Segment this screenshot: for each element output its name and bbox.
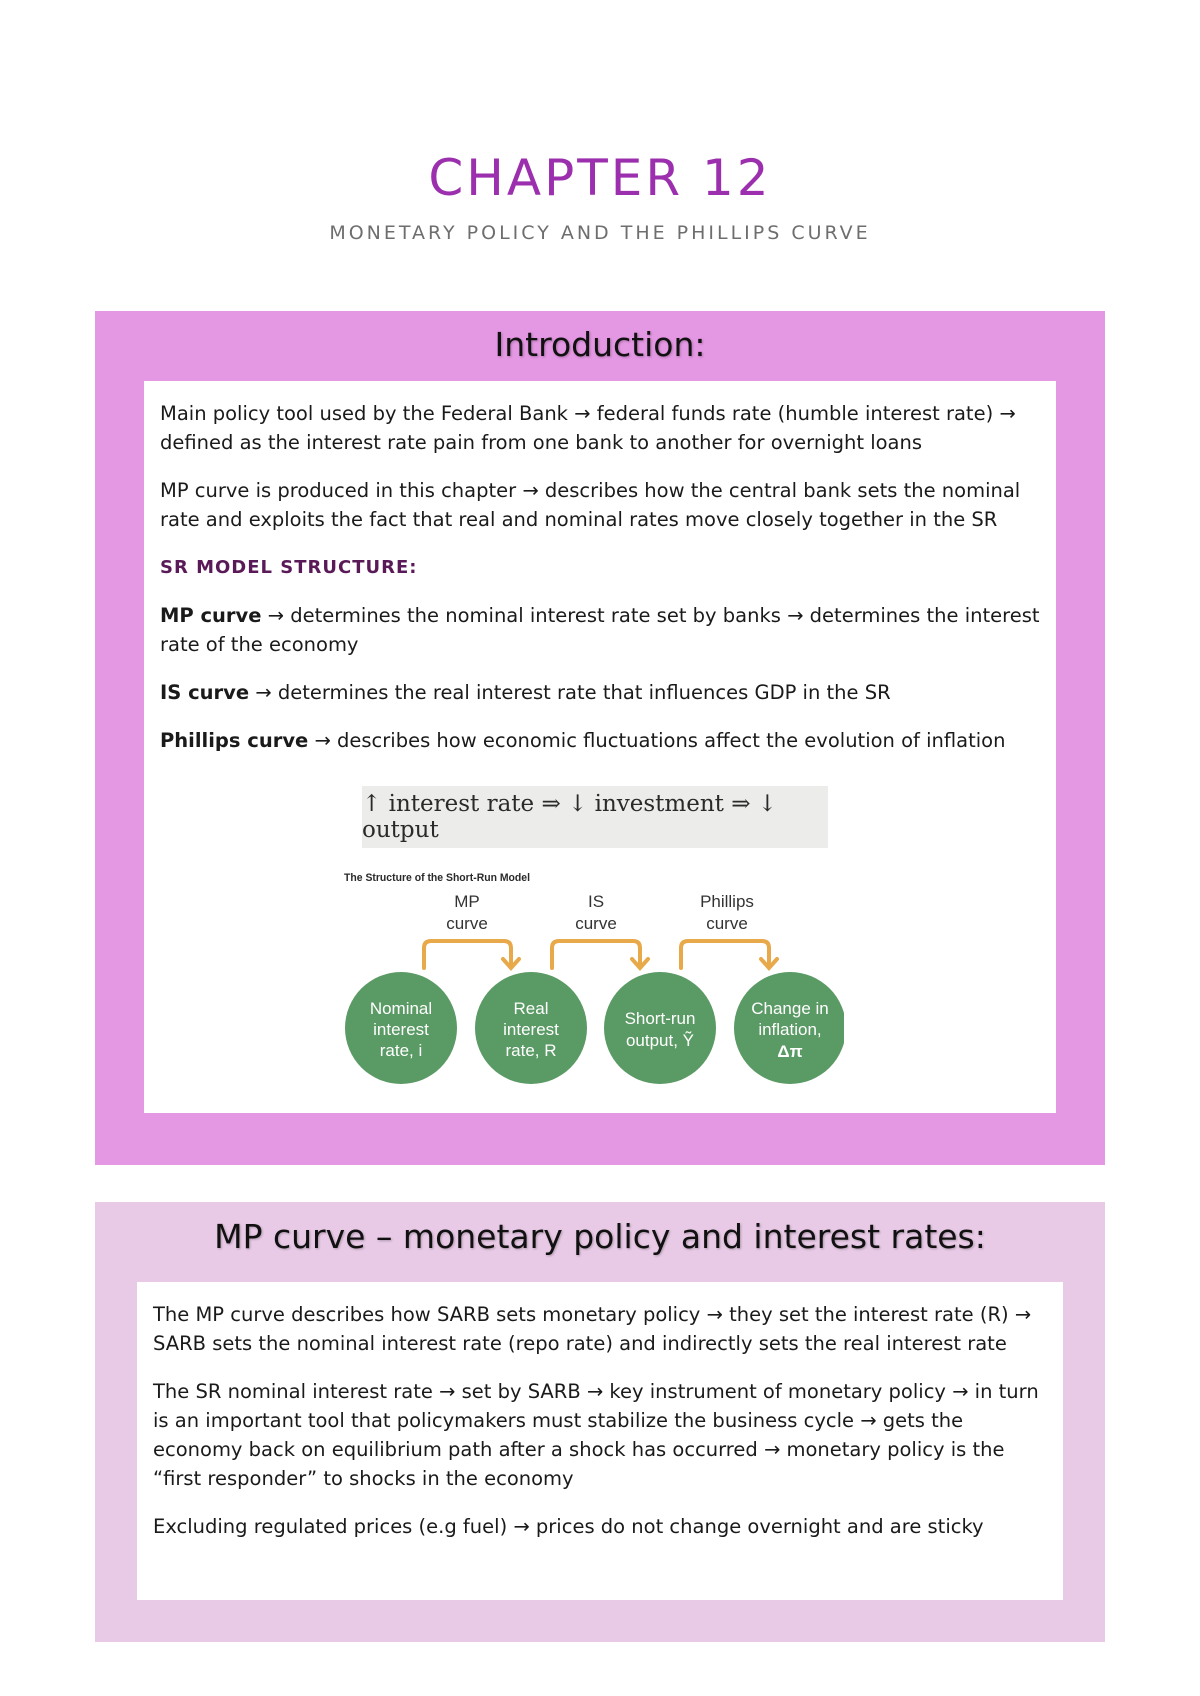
diagram-title: The Structure of the Short-Run Model [344,872,530,884]
is-curve-text: → determines the real interest rate that influences GDP in the SR [249,681,891,704]
introduction-panel [95,311,1105,1165]
circle-1-line-3: rate, i [379,1041,423,1060]
circle-2-line-2: interest [503,1020,559,1039]
sr-model-structure-heading: SR MODEL STRUCTURE: [160,557,418,578]
is-curve-definition [160,678,1040,707]
mp-curve-heading: MP curve – monetary policy and interest rates: [214,1217,986,1256]
short-run-output-circle [604,972,716,1084]
circle-1-line-2: interest [373,1020,429,1039]
introduction-heading: Introduction: [494,325,706,364]
phillips-curve-diagram-label: Phillips [700,892,754,911]
mp-curve-definition [160,601,1040,659]
short-run-model-diagram [344,868,844,1098]
mp-curve-label: MP curve [160,604,262,627]
circle-3-line-2: output, Ỹ [625,1031,695,1050]
circle-1-line-1: Nominal [369,999,433,1018]
phillips-curve-diagram-label-2: curve [706,914,748,933]
is-curve-diagram-label: IS [587,892,605,911]
mp-paragraph-2: The SR nominal interest rate → set by SARB → key instrument of monetary policy → in turn is an important tool that policymakers must stabilize the business cycle → gets the economy back on equilibrium path after a shock has occurred → monetary policy is the “first responder” to shocks in the economy [153,1380,1039,1490]
phillips-curve-text: → describes how economic fluctuations affect the evolution of inflation [308,729,1006,752]
phillips-curve-definition [160,726,1040,755]
chapter-title: CHAPTER 12 [428,149,772,207]
flow-arrow-icon [424,941,777,968]
introduction-content [144,381,1056,1113]
mp-curve-diagram-label: MP [454,892,480,911]
mp-paragraph-3: Excluding regulated prices (e.g fuel) → prices do not change overnight and are sticky [153,1515,984,1538]
circle-4-line-3: Δπ [777,1042,803,1061]
mp-curve-text: → determines the nominal interest rate set by banks → determines the interest rate of the economy [160,604,1040,656]
intro-paragraph-2: MP curve is produced in this chapter → describes how the central bank sets the nominal rate and exploits the fact that real and nominal rates move closely together in the SR [160,479,1021,531]
circle-2-line-3: rate, R [505,1041,557,1060]
mp-paragraph-1: The MP curve describes how SARB sets monetary policy → they set the interest rate (R) → SARB sets the nominal interest rate (repo rate) and indirectly sets the real interest rate [153,1303,1032,1355]
intro-paragraph-1: Main policy tool used by the Federal Bank → federal funds rate (humble interest rate) → defined as the interest rate pain from one bank to another for overnight loans [160,402,1016,454]
is-curve-label: IS curve [160,681,250,704]
mp-curve-diagram-label-2: curve [446,914,488,933]
mp-curve-panel [95,1202,1105,1642]
circle-2-line-1: Real [513,999,549,1018]
circle-3-line-1: Short-run [624,1009,696,1028]
chapter-subtitle: MONETARY POLICY AND THE PHILLIPS CURVE [329,222,871,244]
is-curve-diagram-label-2: curve [575,914,617,933]
mp-curve-content [137,1282,1063,1600]
circle-4-line-2: inflation, [758,1020,822,1039]
interest-rate-equation: ↑ interest rate ⇒ ↓ investment ⇒ ↓ output [362,786,828,848]
phillips-curve-label: Phillips curve [160,729,309,752]
circle-4-line-1: Change in [751,999,829,1018]
